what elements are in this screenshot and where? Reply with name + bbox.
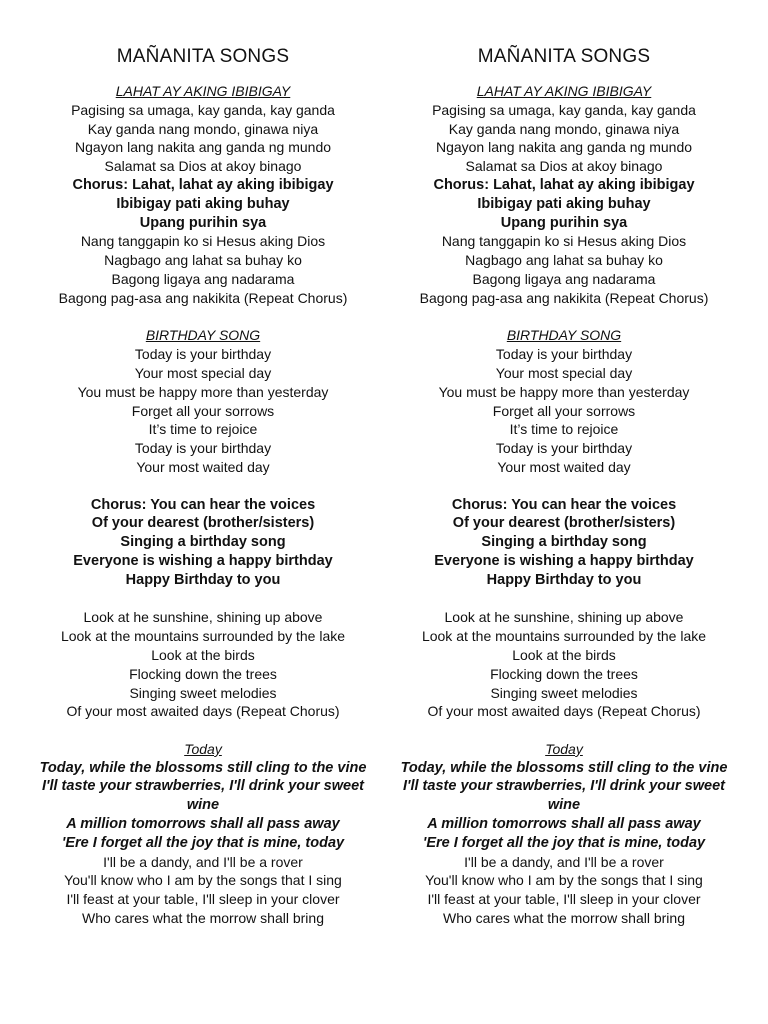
song-title: BIRTHDAY SONG bbox=[145, 327, 261, 344]
song-title: BIRTHDAY SONG bbox=[506, 327, 622, 344]
lyric-line: Flocking down the trees bbox=[129, 665, 277, 682]
lyric-line: You must be happy more than yesterday bbox=[77, 383, 329, 400]
lyric-line: Look at he sunshine, shining up above bbox=[444, 609, 684, 626]
lyric-line: Bagong ligaya ang nadarama bbox=[472, 270, 656, 287]
song-title: LAHAT AY AKING IBIBIGAY bbox=[476, 83, 652, 99]
lyric-line: Bagong ligaya ang nadarama bbox=[111, 270, 295, 287]
lyric-line: Look at the birds bbox=[512, 646, 616, 663]
lyric-line: Your most special day bbox=[495, 364, 633, 381]
lyric-line: Salamat sa Dios at akoy binago bbox=[104, 158, 302, 175]
lyric-line: Ngayon lang nakita ang ganda ng mundo bbox=[435, 139, 693, 156]
lyric-line: Of your most awaited days (Repeat Chorus) bbox=[66, 703, 340, 720]
lyric-line: Flocking down the trees bbox=[490, 665, 638, 682]
song-title: LAHAT AY AKING IBIBIGAY bbox=[115, 83, 291, 99]
chorus-line: 'Ere I forget all the joy that is mine, today bbox=[61, 834, 345, 851]
lyric-line: I'll feast at your table, I'll sleep in your clover bbox=[66, 891, 340, 908]
chorus-line: A million tomorrows shall all pass away bbox=[427, 816, 701, 833]
chorus-line: Upang purihin sya bbox=[500, 214, 628, 231]
chorus-line: Today, while the blossoms still cling to the vine bbox=[400, 759, 728, 776]
lyric-line: It’s time to rejoice bbox=[148, 421, 258, 438]
spacer bbox=[33, 477, 373, 496]
lyric-line: Pagising sa umaga, kay ganda, kay ganda bbox=[432, 101, 696, 118]
lyric-line: You'll know who I am by the songs that I sing bbox=[425, 872, 703, 889]
song-title: Today bbox=[184, 740, 222, 757]
chorus-line: Ibibigay pati aking buhay bbox=[116, 195, 290, 212]
chorus-line: A million tomorrows shall all pass away bbox=[66, 816, 340, 833]
lyric-line: Kay ganda nang mondo, ginawa niya bbox=[448, 120, 680, 137]
chorus-line: Of your dearest (brother/sisters) bbox=[452, 515, 676, 532]
lyric-line: Forget all your sorrows bbox=[492, 402, 636, 419]
chorus-line: Chorus: You can hear the voices bbox=[90, 496, 316, 513]
spacer bbox=[394, 308, 734, 327]
chorus-line: I'll taste your strawberries, I'll drink your sweet wine bbox=[42, 778, 364, 814]
lyric-line: Pagising sa umaga, kay ganda, kay ganda bbox=[71, 101, 335, 118]
page-title: MAÑANITA SONGS bbox=[116, 46, 290, 67]
chorus-line: Upang purihin sya bbox=[139, 214, 267, 231]
lyric-line: You'll know who I am by the songs that I sing bbox=[64, 872, 342, 889]
spacer bbox=[33, 308, 373, 327]
lyric-line: Ngayon lang nakita ang ganda ng mundo bbox=[74, 139, 332, 156]
chorus-line: Everyone is wishing a happy birthday bbox=[73, 552, 333, 569]
lyric-line: Who cares what the morrow shall bring bbox=[443, 910, 685, 927]
chorus-line: Singing a birthday song bbox=[120, 534, 286, 551]
song-title: Today bbox=[545, 740, 583, 757]
lyric-line: I'll feast at your table, I'll sleep in your clover bbox=[427, 891, 701, 908]
chorus-line: Singing a birthday song bbox=[481, 534, 647, 551]
chorus-line: Of your dearest (brother/sisters) bbox=[91, 515, 315, 532]
lyric-line: Today is your birthday bbox=[134, 346, 272, 363]
spacer bbox=[33, 721, 373, 740]
lyric-line: Bagong pag-asa ang nakikita (Repeat Chorus) bbox=[419, 289, 709, 306]
lyric-line: Of your most awaited days (Repeat Chorus) bbox=[427, 703, 701, 720]
lyric-line: Nang tanggapin ko si Hesus aking Dios bbox=[441, 233, 687, 250]
chorus-line: Chorus: Lahat, lahat ay aking ibibigay bbox=[433, 176, 695, 193]
lyric-line: Bagong pag-asa ang nakikita (Repeat Chorus) bbox=[58, 289, 348, 306]
chorus-line: Everyone is wishing a happy birthday bbox=[434, 552, 694, 569]
lyric-line: I'll be a dandy, and I'll be a rover bbox=[103, 853, 303, 870]
lyric-line: Nagbago ang lahat sa buhay ko bbox=[104, 252, 302, 269]
page-title: MAÑANITA SONGS bbox=[477, 46, 651, 67]
chorus-line: Today, while the blossoms still cling to the vine bbox=[39, 759, 367, 776]
chorus-line: Ibibigay pati aking buhay bbox=[477, 195, 651, 212]
spacer bbox=[394, 477, 734, 496]
lyric-line: Nagbago ang lahat sa buhay ko bbox=[465, 252, 663, 269]
lyrics-column-right bbox=[394, 44, 734, 928]
chorus-line: Chorus: You can hear the voices bbox=[451, 496, 677, 513]
chorus-line: I'll taste your strawberries, I'll drink your sweet wine bbox=[403, 778, 725, 814]
lyric-line: You must be happy more than yesterday bbox=[438, 383, 690, 400]
lyric-line: Kay ganda nang mondo, ginawa niya bbox=[87, 120, 319, 137]
lyric-line: Look at the mountains surrounded by the lake bbox=[60, 628, 346, 645]
chorus-line: Happy Birthday to you bbox=[125, 571, 281, 588]
lyric-line: Singing sweet melodies bbox=[129, 684, 277, 701]
lyric-line: Your most waited day bbox=[136, 458, 270, 475]
spacer bbox=[394, 590, 734, 609]
lyric-line: Singing sweet melodies bbox=[490, 684, 638, 701]
lyric-line: Look at he sunshine, shining up above bbox=[83, 609, 323, 626]
lyric-line: Forget all your sorrows bbox=[131, 402, 275, 419]
lyric-line: I'll be a dandy, and I'll be a rover bbox=[464, 853, 664, 870]
spacer bbox=[394, 721, 734, 740]
lyric-line: Today is your birthday bbox=[495, 346, 633, 363]
chorus-line: Chorus: Lahat, lahat ay aking ibibigay bbox=[72, 176, 334, 193]
lyrics-column-left bbox=[33, 44, 373, 928]
lyric-line: Salamat sa Dios at akoy binago bbox=[465, 158, 663, 175]
spacer bbox=[33, 590, 373, 609]
lyric-line: Your most special day bbox=[134, 364, 272, 381]
lyric-line: Your most waited day bbox=[497, 458, 631, 475]
chorus-line: 'Ere I forget all the joy that is mine, today bbox=[422, 834, 706, 851]
lyric-line: Who cares what the morrow shall bring bbox=[82, 910, 324, 927]
chorus-line: Happy Birthday to you bbox=[486, 571, 642, 588]
lyric-line: Look at the mountains surrounded by the lake bbox=[421, 628, 707, 645]
lyric-line: Today is your birthday bbox=[495, 440, 633, 457]
lyric-line: Look at the birds bbox=[151, 646, 255, 663]
lyric-line: Nang tanggapin ko si Hesus aking Dios bbox=[80, 233, 326, 250]
lyric-line: It’s time to rejoice bbox=[509, 421, 619, 438]
lyric-line: Today is your birthday bbox=[134, 440, 272, 457]
